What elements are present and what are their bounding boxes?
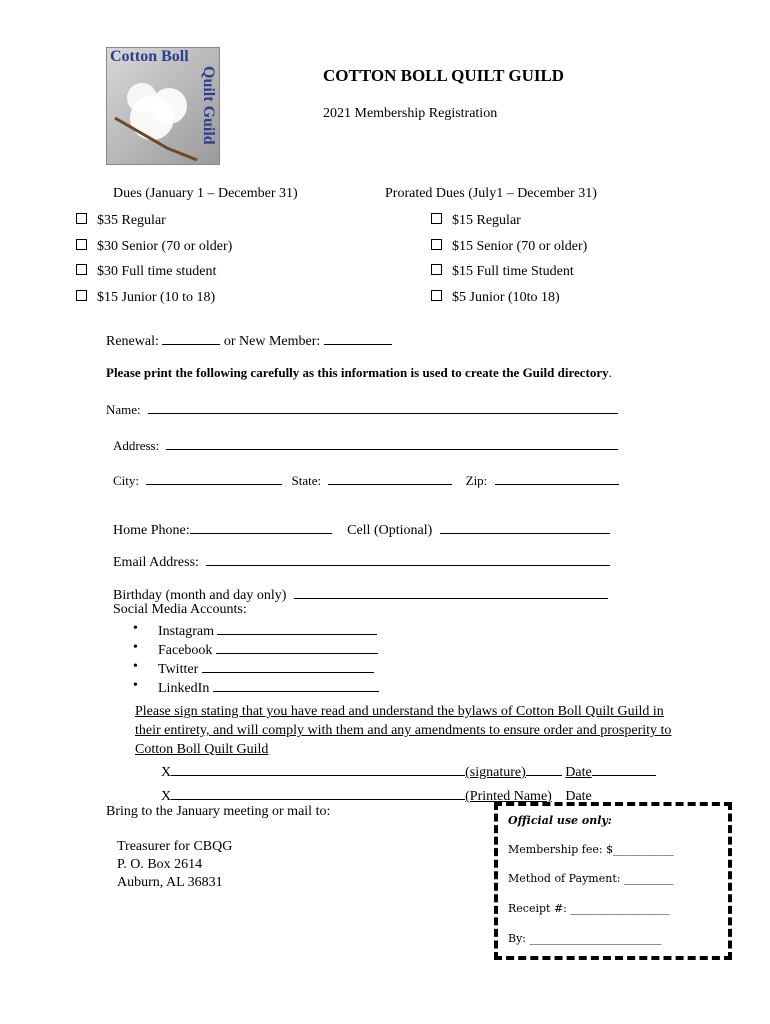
email-row: Email Address: (113, 552, 610, 571)
checkbox[interactable] (76, 239, 87, 250)
city-state-zip-row: City: State: Zip: (113, 471, 619, 489)
official-title: Official use only: (508, 814, 612, 827)
checkbox[interactable] (431, 213, 442, 224)
twitter-field[interactable] (202, 659, 374, 673)
state-field[interactable] (328, 471, 452, 485)
mail-address-line2: P. O. Box 2614 (117, 857, 203, 872)
birthday-field[interactable] (294, 585, 608, 599)
list-item: • Twitter (133, 659, 379, 678)
social-media-label: Social Media Accounts: (113, 602, 247, 617)
dues-option[interactable]: $15 Junior (10 to 18) (76, 290, 215, 306)
prorated-option[interactable]: $15 Regular (431, 213, 521, 229)
renewal-field[interactable] (162, 331, 220, 345)
zip-field[interactable] (495, 471, 619, 485)
phone-row: Home Phone: Cell (Optional) (113, 520, 610, 539)
logo-text-cotton-boll: Cotton Boll (110, 48, 189, 65)
directory-instruction: Please print the following carefully as this information is used to create the Guild directory. (106, 365, 612, 380)
address-field[interactable] (166, 436, 618, 450)
prorated-option[interactable]: $5 Junior (10to 18) (431, 290, 560, 306)
name-row: Name: (106, 400, 618, 418)
checkbox[interactable] (431, 264, 442, 275)
email-field[interactable] (206, 552, 610, 566)
page-subtitle: 2021 Membership Registration (323, 106, 498, 121)
official-use-box (494, 802, 732, 960)
dues-option[interactable]: $30 Senior (70 or older) (76, 239, 232, 255)
receipt-field: Receipt #: __________________ (508, 902, 670, 915)
instagram-field[interactable] (217, 621, 377, 635)
prorated-option[interactable]: $15 Full time Student (431, 264, 574, 280)
checkbox[interactable] (76, 264, 87, 275)
new-member-label: or New Member: (223, 334, 321, 349)
mail-address-line1: Treasurer for CBQG (117, 839, 233, 854)
printed-name-field[interactable] (171, 786, 465, 800)
linkedin-field[interactable] (213, 678, 379, 692)
page-title: COTTON BOLL QUILT GUILD (323, 66, 565, 85)
signature-field[interactable] (171, 762, 465, 776)
birthday-row: Birthday (month and day only) (113, 585, 608, 604)
city-field[interactable] (146, 471, 282, 485)
prorated-option[interactable]: $15 Senior (70 or older) (431, 239, 587, 255)
cotton-boll-icon (107, 48, 219, 164)
signature-row: X (signature) Date (161, 762, 656, 781)
facebook-field[interactable] (216, 640, 378, 654)
name-field[interactable] (148, 400, 618, 414)
home-phone-field[interactable] (190, 520, 332, 534)
checkbox[interactable] (76, 290, 87, 301)
checkbox[interactable] (76, 213, 87, 224)
logo-text-quilt-guild: Quilt Guild (200, 66, 217, 145)
signature-gap (526, 762, 562, 776)
printed-name-row: X (Printed Name) Date (161, 786, 592, 805)
dues-heading: Dues (January 1 – December 31) (113, 186, 298, 201)
new-member-field[interactable] (324, 331, 392, 345)
checkbox[interactable] (431, 239, 442, 250)
renewal-row (106, 331, 392, 350)
mail-instructions: Bring to the January meeting or mail to: (106, 804, 331, 819)
dues-option[interactable]: $35 Regular (76, 213, 166, 229)
checkbox[interactable] (431, 290, 442, 301)
received-by-field: By: ________________________ (508, 932, 662, 945)
social-media-list (133, 621, 379, 697)
mail-address-line3: Auburn, AL 36831 (117, 875, 223, 890)
address-row: Address: (113, 436, 618, 454)
list-item: • Facebook (133, 640, 379, 659)
bylaws-statement: Please sign stating that you have read and understand the bylaws of Cotton Boll Quilt Guild in their entirety, and will comply with them and any amendments to ensure order and prosperity to Cotton Boll Quilt Guild (135, 704, 672, 757)
dues-option[interactable]: $30 Full time student (76, 264, 216, 280)
renewal-label: Renewal: (106, 334, 159, 349)
membership-fee-field: Membership fee: $___________ (508, 843, 674, 856)
list-item: • Instagram (133, 621, 379, 640)
payment-method-field: Method of Payment: _________ (508, 872, 674, 885)
signature-date-field[interactable] (592, 762, 656, 776)
prorated-dues-heading: Prorated Dues (July1 – December 31) (385, 186, 597, 201)
list-item: • LinkedIn (133, 678, 379, 697)
guild-logo (106, 47, 220, 165)
cell-field[interactable] (440, 520, 610, 534)
